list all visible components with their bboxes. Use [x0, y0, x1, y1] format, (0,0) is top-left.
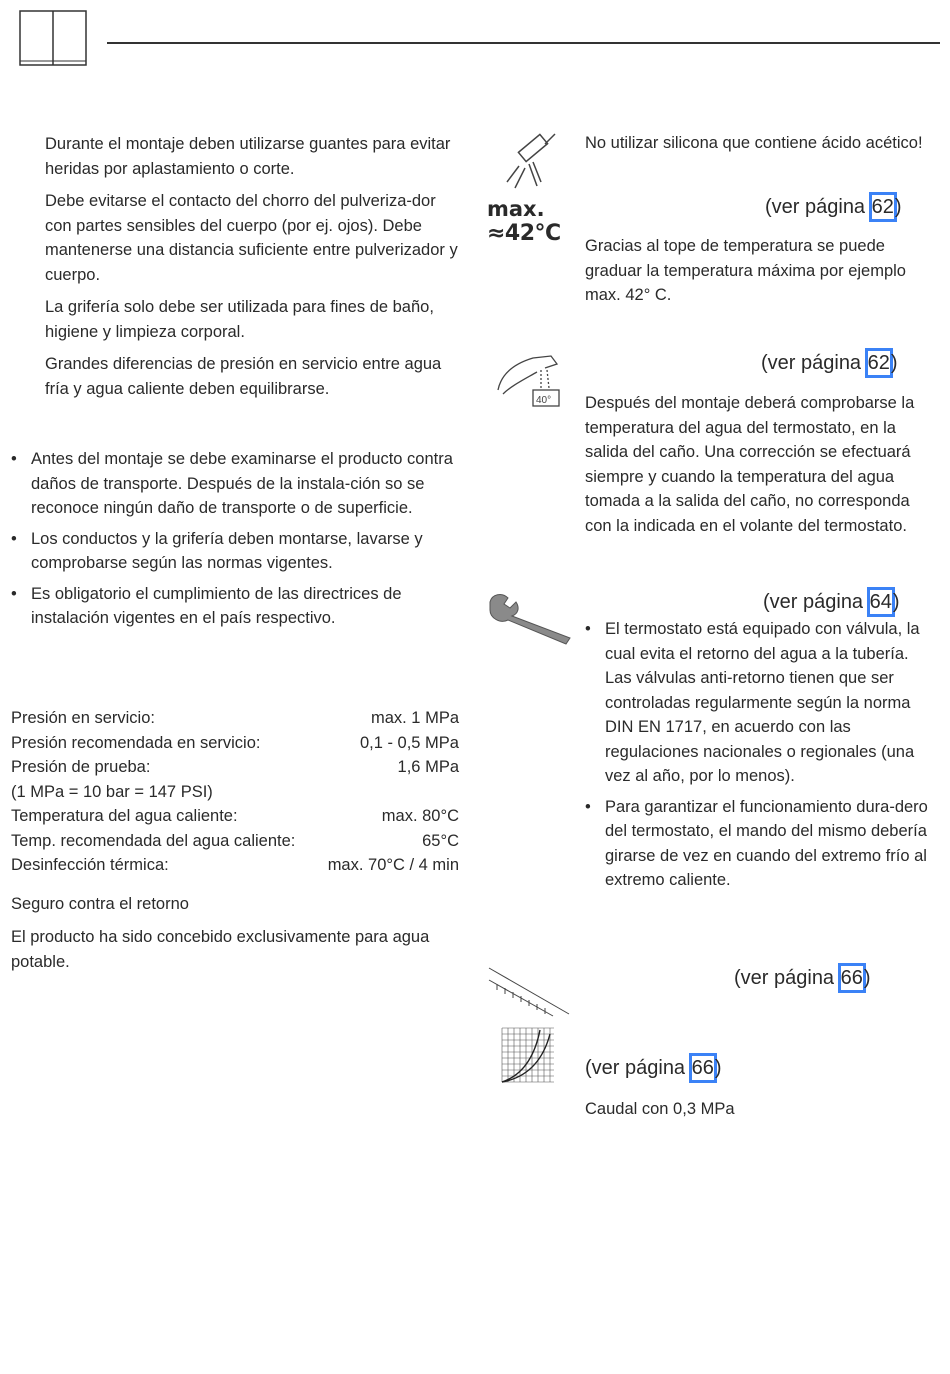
maintenance-bullets: [585, 617, 933, 899]
list-item: • El termostato está equipado con válvula, la cual evita el retorno del agua a la tubería. Las válvulas anti-retorno tienen que ser controladas regularmente según la norma DIN EN 1717, en acuerdo con las regulaciones nacionales o regionales (una vez al año, por lo menos).: [585, 620, 920, 785]
spec-row: Presión recomendada en servicio: 0,1 - 0,5 MPa: [11, 733, 459, 752]
list-item: • Los conductos y la grifería deben montarse, lavarse y comprobarse según las normas vigentes.: [11, 529, 423, 572]
safety-text-4: Grandes diferencias de presión en servicio entre agua fría y agua caliente deben equilibrarse.: [45, 355, 442, 398]
silicone-warning: No utilizar silicona que contiene ácido acético!: [585, 134, 923, 152]
header-rule: [107, 42, 940, 44]
wrench-icon: [486, 590, 576, 651]
spec-row: Temperatura del agua caliente: max. 80°C: [11, 807, 459, 825]
temp-label: ≈42°C: [487, 221, 561, 246]
page-reference: (ver página 62): [765, 196, 902, 218]
thermo-label: 40°: [536, 395, 552, 406]
temp-stop-text: Gracias al tope de temperatura se puede graduar la temperatura máxima por ejemplo max. 42° C.: [585, 237, 906, 304]
page-link[interactable]: 66: [691, 1057, 714, 1079]
page-reference: (ver página 66): [585, 1057, 722, 1079]
safety-text-1: Durante el montaje deben utilizarse guantes para evitar heridas por aplastamiento o corte.: [45, 135, 451, 178]
safety-section: [45, 132, 465, 401]
spec-row: Presión de prueba: 1,6 MPa: [11, 758, 459, 776]
page-link[interactable]: 64: [869, 591, 892, 613]
page-reference: (ver página 62): [761, 352, 898, 374]
hand-thermometer-icon: [493, 350, 563, 415]
spec-row: Temp. recomendada del agua caliente: 65°C: [11, 831, 459, 850]
technical-data: [11, 706, 459, 878]
install-bullets: [11, 447, 459, 637]
page-reference: (ver página 64): [763, 591, 900, 613]
flow-diagram-icon: [500, 1026, 556, 1089]
spec-row: Presión en servicio: max. 1 MPa: [11, 709, 459, 727]
list-item: • Antes del montaje se debe examinarse el producto contra daños de transporte. Después de la instala-ción so se reconoce ningún daño de transporte o de superficie.: [11, 450, 453, 517]
page-link[interactable]: 66: [840, 967, 863, 989]
spec-row: (1 MPa = 10 bar = 147 PSI): [11, 782, 213, 801]
page-link[interactable]: 62: [867, 352, 890, 374]
safety-text-3: La grifería solo debe ser utilizada para fines de baño, higiene y limpieza corporal.: [45, 298, 434, 341]
calibration-text: Después del montaje deberá comprobarse la temperatura del agua del termostato, en la salida del caño. Una corrección se efectuará siempre y cuando la temperatura del agua tomada a la salida del caño, no corresponda con la indicada en el volante del termostato.: [585, 394, 915, 535]
flow-text: Caudal con 0,3 MPa: [585, 1100, 735, 1118]
page-link[interactable]: 62: [871, 196, 894, 218]
list-item: • Para garantizar el funcionamiento dura-dero del termostato, el mando del mismo debería girarse de vez en cuando del extremo frío al extremo caliente.: [585, 797, 928, 889]
sealant-gun-icon: [497, 132, 559, 197]
list-item: • Es obligatorio el cumplimiento de las directrices de instalación vigentes en el país respectivo.: [11, 584, 402, 627]
potable-text: El producto ha sido concebido exclusivamente para agua potable.: [11, 928, 430, 971]
safety-text-2: Debe evitarse el contacto del chorro del pulveriza-dor con partes sensibles del cuerpo (por ej. ojos). Debe mantenerse una distancia suficiente entre pulverizador y cuerpo.: [45, 192, 458, 284]
spec-row: Desinfección térmica: max. 70°C / 4 min: [11, 856, 459, 874]
max-label: max.: [487, 197, 545, 221]
page-reference: (ver página 66): [734, 967, 871, 989]
book-icon: [18, 9, 88, 74]
dimension-drawing-icon: [487, 966, 571, 1023]
backflow-text: Seguro contra el retorno: [11, 895, 189, 913]
